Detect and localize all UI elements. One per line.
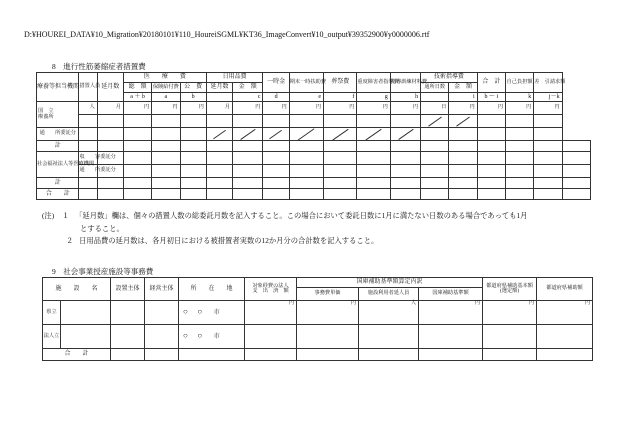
col-pref-std: 都道府県補助基本額(選定額) xyxy=(483,278,537,301)
col-public: 公 費 xyxy=(180,83,206,93)
col-months: 延月数 xyxy=(97,73,123,102)
row-welfare-commute: 通 所委託分 xyxy=(79,165,97,178)
unit-yen: 円 xyxy=(245,301,297,325)
unit-yen: 円 xyxy=(449,102,477,115)
col-insurance: 保険給付費 xyxy=(152,83,180,93)
row-commute: 通 所委託分 xyxy=(37,128,79,141)
section-8-title: 8 進行性筋萎縮症者措置費 xyxy=(52,62,146,71)
unit-yen: 円 xyxy=(289,102,323,115)
col-target-bottom: 支 出 済 額 xyxy=(252,288,289,294)
unit-yen: 円 xyxy=(390,102,420,115)
row-prefectural: 県立 xyxy=(43,301,61,325)
unit-yen: 円 xyxy=(534,102,562,115)
unit-yen: 円 xyxy=(152,102,180,115)
section-9-title: 9 社会事業授産施設等事務費 xyxy=(52,267,154,276)
row-subtotal-1: 計 xyxy=(37,141,79,152)
notes-label: (注) xyxy=(42,211,55,220)
col-users: 施設利用者延人員 xyxy=(359,288,419,301)
unit-yen: 円 xyxy=(477,102,505,115)
sub-a-b: a ＋ b xyxy=(123,93,151,102)
row-sanatorium: 療養所 xyxy=(38,113,54,120)
col-national-std: 国庫補助基準額 xyxy=(419,288,483,301)
city-label: 市 xyxy=(213,310,220,317)
col-target xyxy=(245,278,297,301)
col-target-top: 対象経費の法人 xyxy=(252,282,289,289)
unit-person: 人 xyxy=(79,102,97,115)
col-facility: 施 設 名 xyxy=(43,278,111,301)
sub-d: d xyxy=(263,93,289,102)
sub-k: k xyxy=(505,93,533,102)
col-daily: 日用品費 xyxy=(206,73,263,83)
unit-day: 日 xyxy=(421,102,449,115)
col-persons: 措置人員 xyxy=(79,73,97,102)
col-location: 所 在 地 xyxy=(179,278,245,301)
col-pref-subsidy: 都道府県補助額 xyxy=(537,278,593,301)
sub-h: h xyxy=(390,93,420,102)
row-total: 合 計 xyxy=(43,349,111,361)
sub-i: i xyxy=(449,93,477,102)
note-1-number: １ xyxy=(62,211,70,220)
col-tech: 技術指導費 xyxy=(421,73,478,83)
col-lump: 一時金 xyxy=(263,73,289,93)
notes xyxy=(42,210,527,248)
note-1-line-1: 「延月数」欄は、個々の措置人数の総委託月数を記入すること。この場合において委託日数に1月に満たない日数のある場合であっても1月 xyxy=(75,211,528,220)
unit-month: 月 xyxy=(97,102,123,115)
file-path: D:¥HOUREI_DATA¥10_Migration¥20180101¥110_HoureiSGML¥KT36_ImageConvert¥10_output¥39352900¥y0000006.rtf xyxy=(24,30,430,39)
unit-yen: 円 xyxy=(123,102,151,115)
col-subsidy-calc: 国庫補助基準額算定内訳 xyxy=(297,278,483,288)
row-national: 国 立 xyxy=(38,108,54,115)
sub-e: e xyxy=(289,93,323,102)
col-end-lump: 期末一時扶助費 xyxy=(289,73,323,93)
unit-yen: 円 xyxy=(419,301,483,325)
note-1-line-2: とすること。 xyxy=(80,223,124,233)
circle-mark: ○ xyxy=(197,307,203,317)
unit-yen: 円 xyxy=(180,102,206,115)
sub-c: c xyxy=(233,93,263,102)
unit-yen: 円 xyxy=(297,301,359,325)
col-operator: 経営主体 xyxy=(145,278,179,301)
sub-b-i: b ～ i xyxy=(477,93,505,102)
sub-a: a xyxy=(152,93,180,102)
col-funeral: 葬祭費 xyxy=(324,73,357,93)
circle-mark: ○ xyxy=(183,307,188,317)
row-subtotal-2: 計 xyxy=(37,178,79,189)
col-training: 指導訓練材料費 xyxy=(390,73,420,93)
col-medical: 医 療 費 xyxy=(123,73,206,83)
row-grand-total: 合 計 xyxy=(37,189,79,200)
unit-yen: 円 xyxy=(263,102,289,115)
unit-yen: 円 xyxy=(483,301,537,325)
unit-yen: 円 xyxy=(357,102,390,115)
col-office-unit: 事務費単価 xyxy=(297,288,359,301)
unit-yen: 円 xyxy=(233,102,263,115)
col-medical-total: 総 額 xyxy=(123,83,151,93)
col-tech-days: 通所日数 xyxy=(421,83,449,93)
col-total: 合 計 xyxy=(477,73,505,93)
unit-month: 月 xyxy=(206,102,232,115)
row-welfare-custody: 収 容委託分 xyxy=(79,152,97,165)
sub-j-k: j－k xyxy=(534,93,562,102)
col-tech-amount: 金 額 xyxy=(449,83,477,93)
circle-mark: ○ xyxy=(197,331,203,341)
col-daily-months: 延月数 xyxy=(206,83,232,93)
sub-b: b xyxy=(180,93,206,102)
sub-f: f xyxy=(324,93,357,102)
col-balance: 差 引請求額 xyxy=(534,73,562,93)
col-daily-amount: 金 額 xyxy=(233,83,263,93)
col-establisher: 設置主体 xyxy=(111,278,145,301)
note-2-text: 日用品費の延月数は、各月初日における被措置者実数の12か月分の合計数を記入すること。 xyxy=(79,236,379,245)
section-9-table xyxy=(42,277,593,361)
unit-yen: 円 xyxy=(324,102,357,115)
city-label: 市 xyxy=(213,334,220,341)
col-self-pay: 自己負担額 xyxy=(505,73,533,93)
unit-yen: 円 xyxy=(537,301,593,325)
col-institution: 療養等担当機関 xyxy=(37,73,79,102)
unit-person: 人 xyxy=(359,301,419,325)
row-corporate: 法人立 xyxy=(43,325,61,349)
col-disability: 重度障害者指導費 xyxy=(357,73,390,93)
unit-yen: 円 xyxy=(505,102,533,115)
note-2-number: ２ xyxy=(66,236,74,245)
circle-mark: ○ xyxy=(183,331,188,341)
sub-g: g xyxy=(357,93,390,102)
row-welfare: 社会福祉法人等医療機関 xyxy=(37,152,79,178)
section-8-table xyxy=(36,72,591,200)
